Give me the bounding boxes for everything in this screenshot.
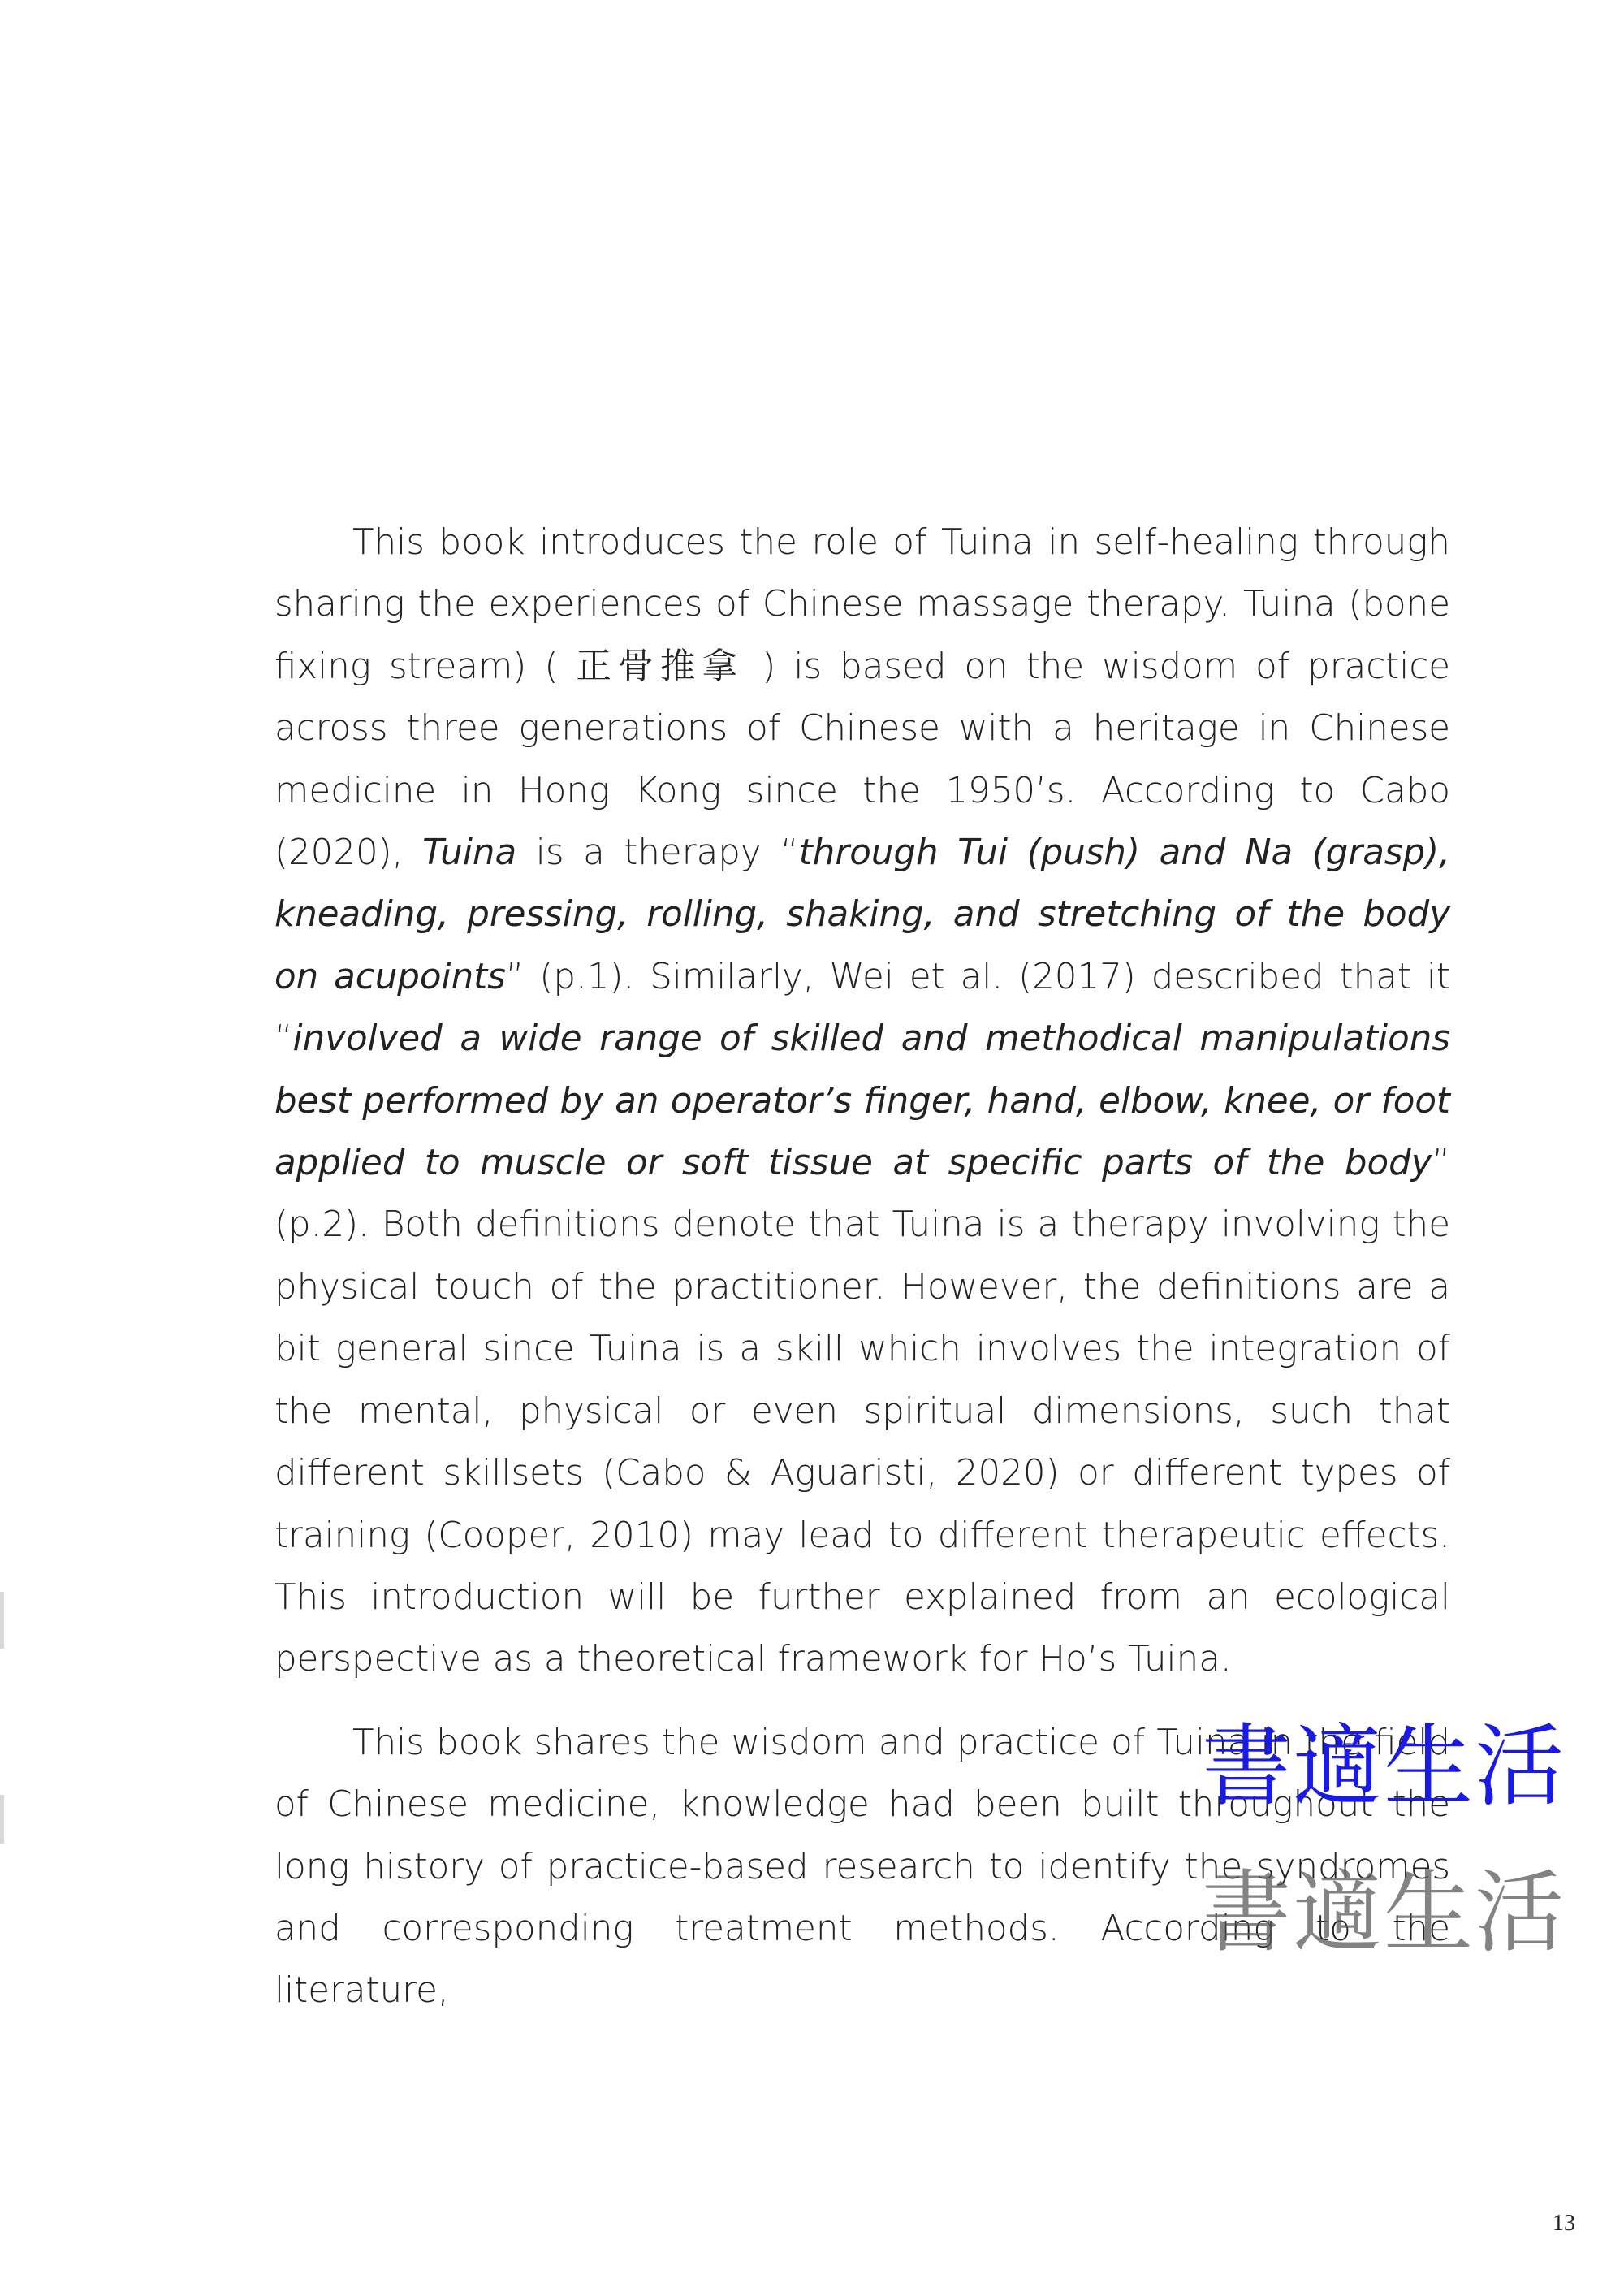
watermark-gray: 書適生活	[1202, 1861, 1566, 1965]
watermark-blue: 書適生活	[1202, 1714, 1566, 1818]
text-run: ” (p.2). Both definitions denote that Tuina is a therapy involving the physical touch of the practitioner. However, the definitions are a bit general since Tuina is a skill which involves the integration of the mental, physical or even spiritual dimensions, such that different skillsets (Cabo & Aguaristi, 2020) or different types of training (Cooper, 2010) may lead to different therapeutic effects. This introduction will be further explained from an ecological perspective as a theoretical framework for Ho’s Tuina.	[274, 1143, 1450, 1680]
text-run: ” (p.1). Similarly, Wei et al. (2017) described that it “	[274, 956, 1450, 1060]
text-run: is a therapy “	[516, 832, 799, 874]
text-run: This book shares the wisdom and practice of Tuina in the field of Chinese medicine, knowledge had been built throughout the long history of practice-based research to identify the syndromes and corresponding treatment methods. According to the literature,	[274, 1722, 1450, 2012]
scan-edge-mark	[0, 1795, 4, 1844]
page-number: 13	[1553, 2211, 1575, 2236]
italic-run: Tuina	[422, 832, 517, 874]
italic-run: involved a wide range of skilled and methodical manipulations best performed by an operator’s finger, hand, elbow, knee, or foot applied to muscle or soft tissue at specific parts of the body	[274, 1018, 1450, 1184]
paragraph-1	[274, 512, 1450, 1691]
text-run: This book introduces the role of Tuina in self-healing through sharing the experiences of Chinese massage therapy. Tuina (bone fixing stream) ( 正骨推拿 ) is based on the wisdom of practice across three generations of Chinese with a heritage in Chinese medicine in Hong Kong since the 1950’s. According to Cabo (2020),	[274, 522, 1450, 874]
scan-edge-mark	[0, 1592, 4, 1649]
italic-run: through Tui (push) and Na (grasp), kneading, pressing, rolling, shaking, and stretching of the body on acupoints	[274, 832, 1450, 997]
